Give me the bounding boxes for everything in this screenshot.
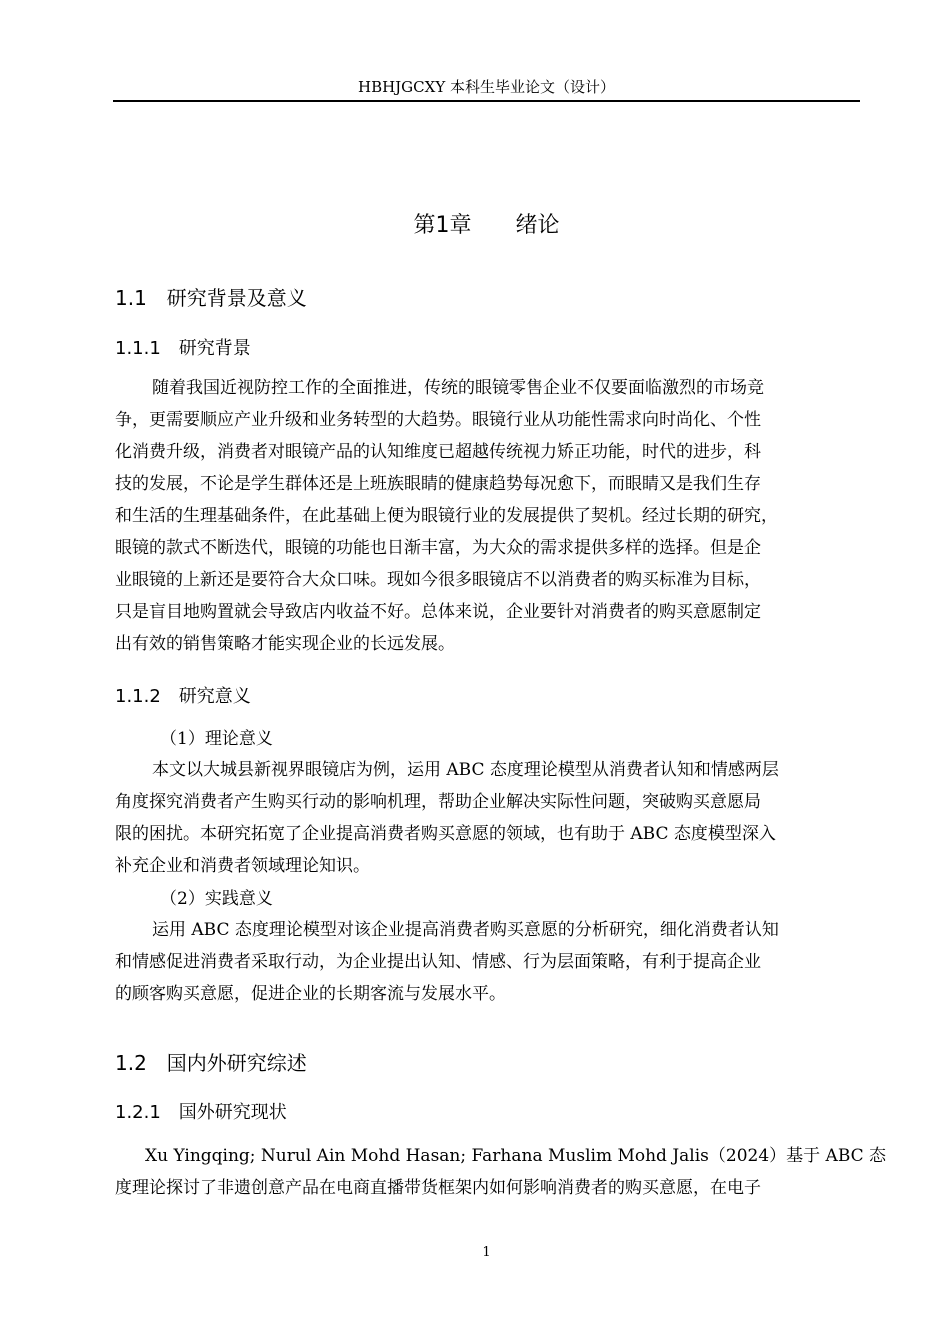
header-rule bbox=[113, 100, 860, 102]
paragraph-line: 和情感促进消费者采取行动，为企业提出认知、情感、行为层面策略，有利于提高企业 bbox=[115, 952, 761, 972]
theory-paragraph bbox=[115, 754, 860, 882]
running-header: HBHJGCXY 本科生毕业论文（设计） bbox=[357, 78, 615, 96]
paragraph-line: 化消费升级，消费者对眼镜产品的认知维度已超越传统视力矫正功能，时代的进步，科 bbox=[115, 442, 761, 462]
paragraph-line: 的顾客购买意愿，促进企业的长期客流与发展水平。 bbox=[115, 984, 506, 1004]
foreign-research-paragraph bbox=[115, 1140, 887, 1204]
theory-significance-label: （1）理论意义 bbox=[160, 729, 273, 749]
practice-paragraph bbox=[115, 914, 860, 1010]
paragraph-line: 本文以大城县新视界眼镜店为例，运用 ABC 态度理论模型从消费者认知和情感两层 bbox=[152, 760, 779, 780]
background-paragraph bbox=[115, 372, 860, 660]
page-number: 1 bbox=[482, 1245, 491, 1260]
section-heading-1-1-2: 1.1.2 研究意义 bbox=[115, 686, 251, 707]
paragraph-line: 出有效的销售策略才能实现企业的长远发展。 bbox=[115, 634, 455, 654]
section-heading-1-1-1: 1.1.1 研究背景 bbox=[115, 338, 251, 359]
paragraph-line: 只是盲目地购置就会导致店内收益不好。总体来说，企业要针对消费者的购买意愿制定 bbox=[115, 602, 761, 622]
section-heading-1-1: 1.1 研究背景及意义 bbox=[115, 286, 307, 310]
paragraph-line: 和生活的生理基础条件，在此基础上便为眼镜行业的发展提供了契机。经过长期的研究， bbox=[115, 506, 778, 526]
chapter-title: 第1章 绪论 bbox=[413, 213, 560, 238]
paragraph-line: 技的发展，不论是学生群体还是上班族眼睛的健康趋势每况愈下，而眼睛又是我们生存 bbox=[115, 474, 761, 494]
paragraph-line: 眼镜的款式不断迭代，眼镜的功能也日渐丰富，为大众的需求提供多样的选择。但是企 bbox=[115, 538, 761, 558]
paragraph-line: 限的困扰。本研究拓宽了企业提高消费者购买意愿的领域，也有助于 ABC 态度模型深入 bbox=[115, 824, 776, 844]
paragraph-line: 争，更需要顺应产业升级和业务转型的大趋势。眼镜行业从功能性需求向时尚化、个性 bbox=[115, 410, 761, 430]
section-heading-1-2: 1.2 国内外研究综述 bbox=[115, 1051, 307, 1075]
paragraph-line: 度理论探讨了非遗创意产品在电商直播带货框架内如何影响消费者的购买意愿，在电子 bbox=[115, 1178, 761, 1198]
paragraph-line: 运用 ABC 态度理论模型对该企业提高消费者购买意愿的分析研究，细化消费者认知 bbox=[152, 920, 779, 940]
paragraph-line: 随着我国近视防控工作的全面推进，传统的眼镜零售企业不仅要面临激烈的市场竞 bbox=[152, 378, 764, 398]
paragraph-line: 补充企业和消费者领域理论知识。 bbox=[115, 856, 370, 876]
section-heading-1-2-1: 1.2.1 国外研究现状 bbox=[115, 1102, 287, 1123]
paragraph-line: 业眼镜的上新还是要符合大众口味。现如今很多眼镜店不以消费者的购买标准为目标， bbox=[115, 570, 761, 590]
practice-significance-label: （2）实践意义 bbox=[160, 889, 273, 909]
paragraph-line: 角度探究消费者产生购买行动的影响机理，帮助企业解决实际性问题，突破购买意愿局 bbox=[115, 792, 761, 812]
paragraph-line: Xu Yingqing; Nurul Ain Mohd Hasan; Farhana Muslim Mohd Jalis（2024）基于 ABC 态 bbox=[145, 1146, 887, 1166]
